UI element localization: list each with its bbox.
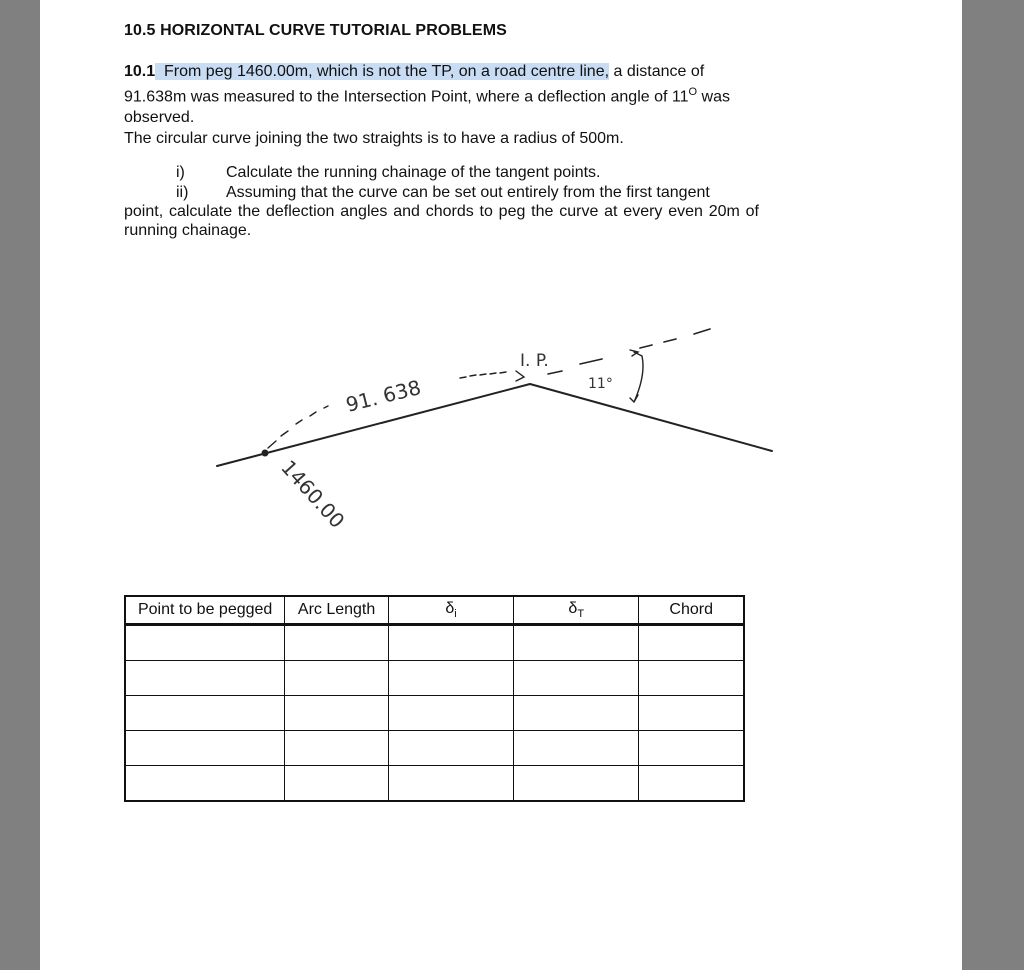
angle-label: 11° [588,376,613,392]
distance-dash-left [268,406,328,448]
extended-tangent-dashes [548,329,710,374]
table-cell[interactable] [388,731,513,766]
table-cell[interactable] [639,731,744,766]
table-cell[interactable] [639,696,744,731]
header-arc-length: Arc Length [285,596,389,625]
ip-label: I. P. [520,351,549,371]
table-row [125,625,744,661]
table-cell[interactable] [125,625,285,661]
section-heading: 10.5 HORIZONTAL CURVE TUTORIAL PROBLEMS [124,22,507,39]
table-cell[interactable] [125,661,285,696]
table-cell[interactable] [285,661,389,696]
table-cell[interactable] [639,625,744,661]
distance-label: 91. 638 [343,375,424,417]
item-2-numeral: ii) [176,184,189,201]
table-cell[interactable] [388,661,513,696]
table-cell[interactable] [514,731,639,766]
item-1-text: Calculate the running chainage of the tangent points. [226,164,601,181]
table-row [125,661,744,696]
table-row [125,696,744,731]
table-cell[interactable] [639,661,744,696]
problem-text-1: a distance of 91.638m was measured to the Intersection Point, where a deflection angle of 11 [124,63,705,106]
item-2-text-first: Assuming that the curve can be set out entirely from the first tangent [226,184,710,201]
table-cell[interactable] [514,661,639,696]
peg-point-marker [262,450,268,456]
table-cell[interactable] [388,696,513,731]
table-cell[interactable] [514,696,639,731]
table-cell[interactable] [125,766,285,802]
table-cell[interactable] [388,766,513,802]
peg-label: 1460.00 [276,455,350,533]
table-cell[interactable] [388,625,513,661]
table-row [125,766,744,802]
table-cell[interactable] [514,625,639,661]
table-cell[interactable] [125,731,285,766]
header-delta-t: $\delta_T$ [514,596,639,625]
table-cell[interactable] [285,696,389,731]
problem-text-3: The circular curve joining the two straights is to have a radius of 500m. [124,130,624,148]
distance-dash-right [460,372,506,378]
table-cell[interactable] [285,731,389,766]
arrowhead [516,371,524,381]
degree-symbol: O [688,86,698,98]
item-1-numeral: i) [176,164,185,181]
table-cell[interactable] [285,766,389,802]
pegging-table [124,595,745,802]
deflection-angle-arc [630,350,643,402]
table-cell[interactable] [639,766,744,802]
second-straight-line [530,384,772,451]
problem-text-2: was observed. [124,88,730,127]
header-chord: Chord [639,596,744,625]
table-cell[interactable] [285,625,389,661]
table-cell[interactable] [125,696,285,731]
table-cell[interactable] [514,766,639,802]
highlighted-text[interactable]: From peg 1460.00m, which is not the TP, on a road centre line, [155,63,609,80]
problem-number: 10.1 [124,63,156,80]
table-row [125,731,744,766]
header-point: Point to be pegged [125,596,285,625]
item-2-text-rest: point, calculate the deflection angles and chords to peg the curve at every even 20m of running chainage. [124,203,759,239]
header-delta-i: $\delta_i$ [388,596,513,625]
